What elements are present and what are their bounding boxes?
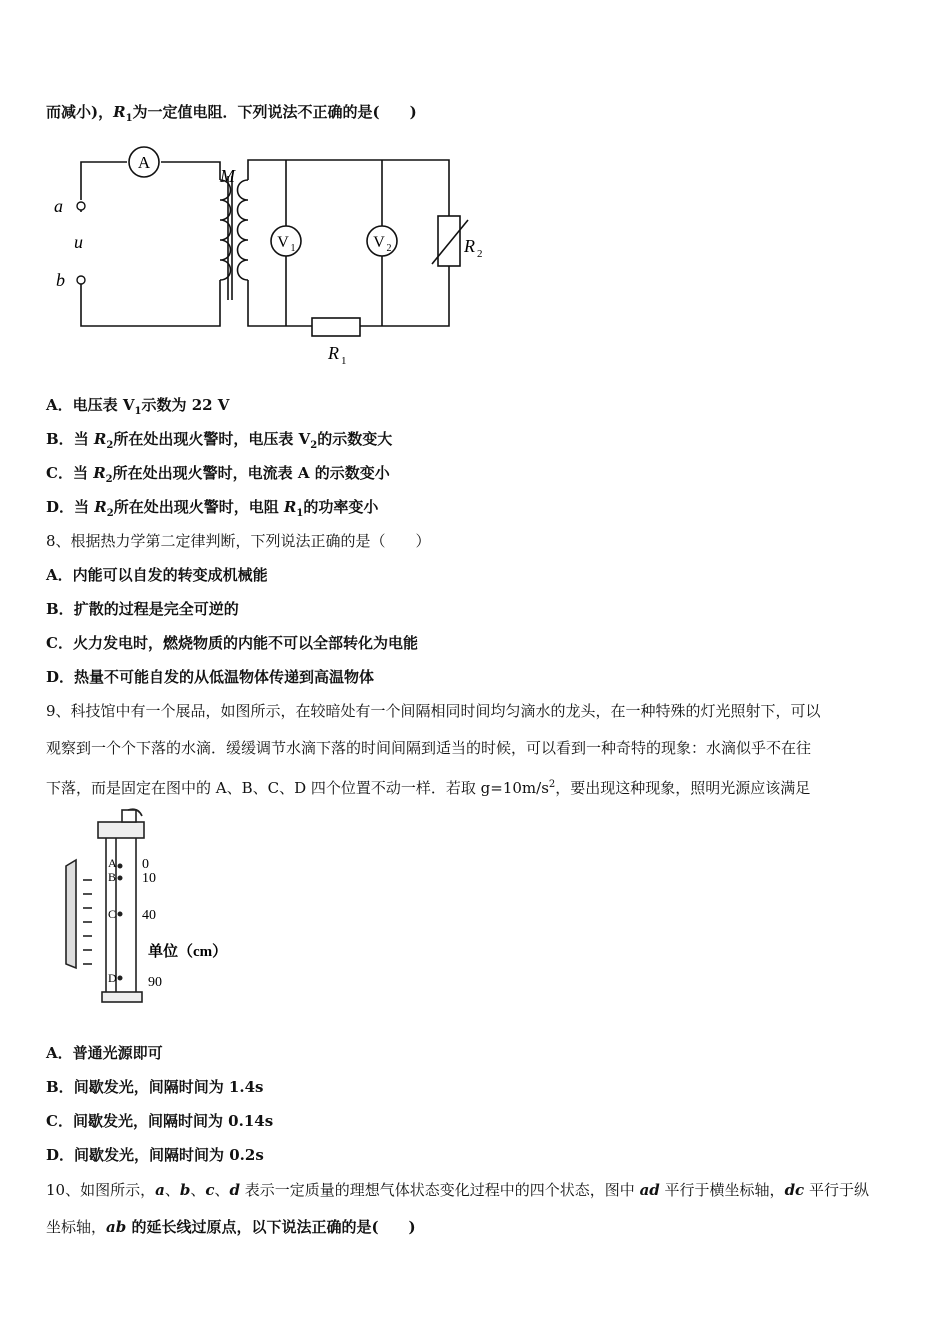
point-a-label: A <box>108 856 117 870</box>
q9-option-d: D．间歇发光，间隔时间为 0.2s <box>46 1146 264 1164</box>
q9-option-a: A．普通光源即可 <box>46 1044 163 1062</box>
scale-10: 10 <box>142 871 156 886</box>
v2-sub: 2 <box>386 243 392 254</box>
q7-option-a: A．电压表 $V_1$示数为 22 V <box>46 396 230 417</box>
point-d-label: D <box>108 971 117 985</box>
r1-sub: 1 <box>341 355 347 367</box>
unit-label: 单位（cm） <box>148 944 228 960</box>
q9-option-c: C．间歇发光，间隔时间为 0.14s <box>46 1112 274 1130</box>
scale-40: 40 <box>142 908 156 923</box>
q10-stem-line-2: 坐标轴，ab 的延长线过原点，以下说法正确的是( ) <box>46 1218 416 1236</box>
q10-stem-line-1: 10、如图所示，a、b、c、d 表示一定质量的理想气体状态变化过程中的四个状态，图中 ad 平行于横坐标轴，dc 平行于纵 <box>46 1181 869 1199</box>
scale-0: 0 <box>142 857 149 872</box>
voltage-u-label: u <box>74 232 83 252</box>
terminal-b-label: b <box>56 270 65 290</box>
q9-dripping-faucet-figure <box>50 808 250 1008</box>
q8-stem: 8、根据热力学第二定律判断，下列说法正确的是（ ） <box>46 532 431 550</box>
r2-label: R <box>464 236 475 256</box>
point-c-label: C <box>108 907 117 921</box>
scale-90: 90 <box>148 975 162 990</box>
q9-stem-line-3: 下落，而是固定在图中的 A、B、C、D 四个位置不动一样．若取 $g=10m/s^2$，要出现这种现象，照明光源应该满足 <box>46 779 811 797</box>
q7-option-d: D．当 $R_2$所在处出现火警时，电阻 $R_1$的功率变小 <box>46 498 379 519</box>
v2-label: V <box>373 234 385 251</box>
q7-circuit-diagram <box>40 140 510 370</box>
q8-option-c: C．火力发电时，燃烧物质的内能不可以全部转化为电能 <box>46 634 418 652</box>
v1-label: V <box>277 234 289 251</box>
q8-option-a: A．内能可以自发的转变成机械能 <box>46 566 268 584</box>
q7-option-c: C．当 $R_2$所在处出现火警时，电流表 A 的示数变小 <box>46 464 390 485</box>
v1-sub: 1 <box>290 243 296 254</box>
transformer-label: M <box>220 166 235 186</box>
q9-option-b: B．间歇发光，间隔时间为 1.4s <box>46 1078 264 1096</box>
r1-label: R <box>328 343 339 363</box>
q9-stem-line-2: 观察到一个个下落的水滴．缓缓调节水滴下落的时间间隔到适当的时候，可以看到一种奇特的现象：水滴似乎不在往 <box>46 739 812 757</box>
ammeter-label: A <box>137 153 151 172</box>
q7-option-b: B．当 $R_2$所在处出现火警时，电压表 $V_2$的示数变大 <box>46 430 393 451</box>
q7-stem-tail: 而减小)，$R_1$为一定值电阻．下列说法不正确的是( ) <box>46 103 417 124</box>
q9-stem-line-1: 9、科技馆中有一个展品，如图所示，在较暗处有一个间隔相同时间均匀滴水的龙头，在一种特殊的灯光照射下，可以 <box>46 702 821 720</box>
terminal-a-label: a <box>54 196 63 216</box>
point-b-label: B <box>108 870 117 884</box>
q8-option-b: B．扩散的过程是完全可逆的 <box>46 600 239 618</box>
r2-sub: 2 <box>477 248 483 260</box>
q8-option-d: D．热量不可能自发的从低温物体传递到高温物体 <box>46 668 375 686</box>
